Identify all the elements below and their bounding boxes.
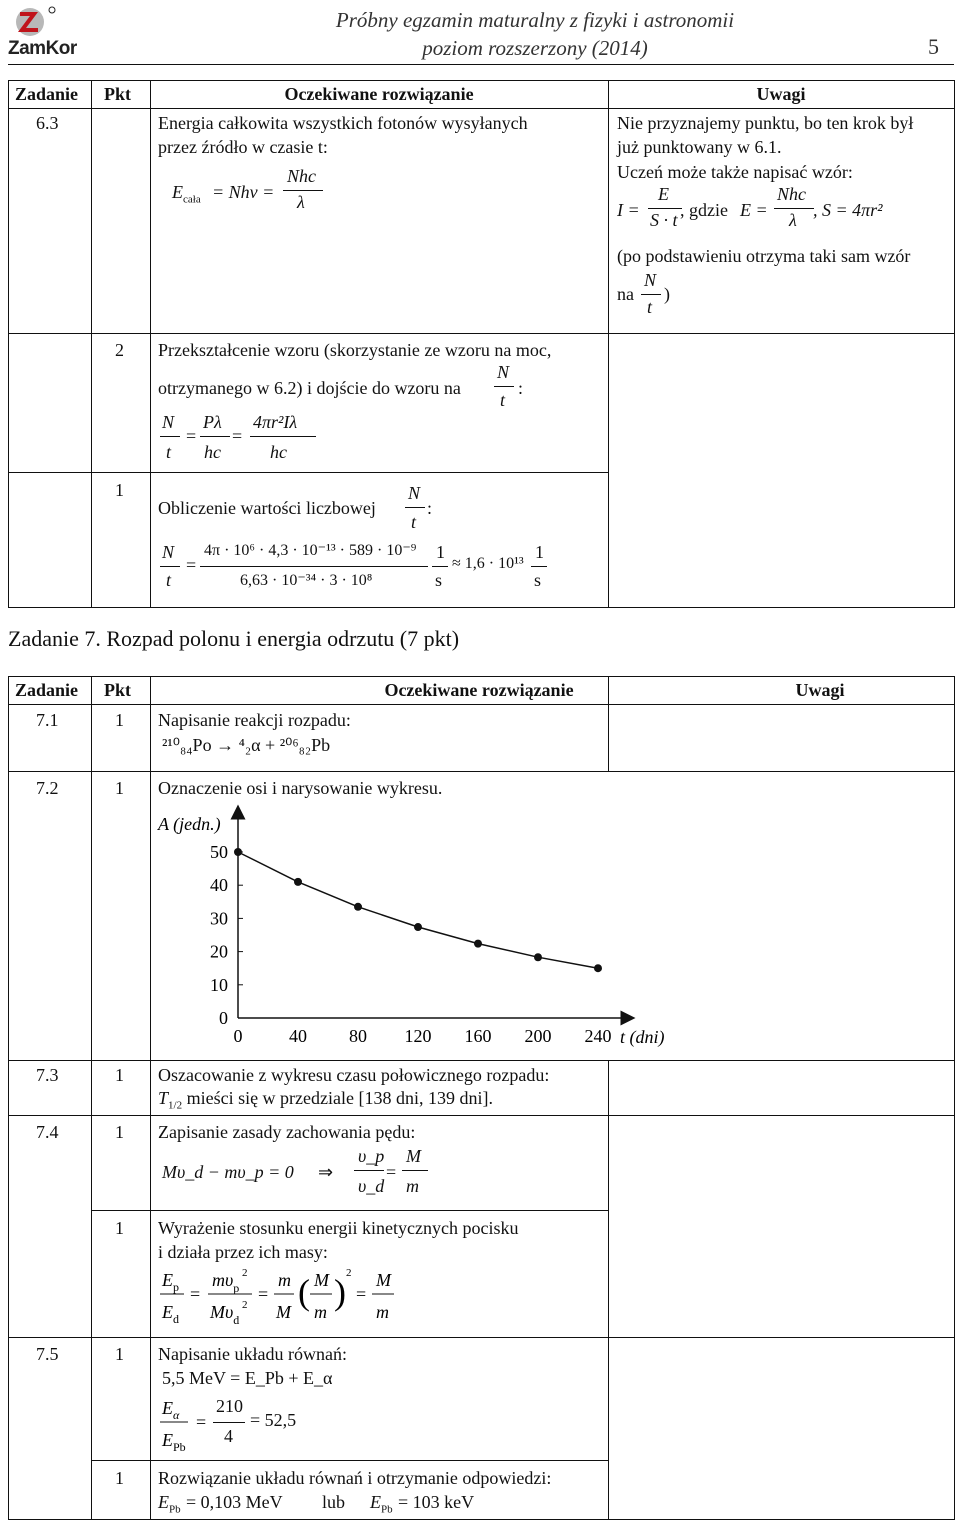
t1-left [8, 80, 9, 608]
chart-y-tick-label: 50 [210, 842, 228, 862]
page-number: 5 [928, 34, 939, 59]
t1-r1-uwagi3: Uczeń może także napisać wzór: [617, 162, 853, 182]
t2-r74-zadanie: 7.4 [36, 1122, 59, 1142]
chart-xlabel: t (dni) [620, 1027, 665, 1047]
svg-text:Eα: $E_\alpha$ [162, 1398, 180, 1422]
t2-r75b-text: Rozwiązanie układu równań i otrzymanie odpowiedzi: [158, 1468, 552, 1488]
svg-text:Mυd: $M\upsilon_d$ [210, 1302, 240, 1327]
t1-header-rozwiazanie: Oczekiwane rozwiązanie [284, 84, 474, 104]
svg-text:2: 2 [346, 1267, 352, 1279]
t1-r3-text1-num: N [408, 483, 421, 503]
svg-text:): ) [334, 1272, 346, 1312]
t2-r74-f2-bar [354, 1170, 384, 1171]
t1-r3-f-den: 6,63 · 10⁻³⁴ · 3 · 10⁸ [240, 572, 373, 589]
t1-r2-f-eq1: = [186, 426, 197, 446]
t1-row2-bottom [8, 472, 608, 473]
svg-text:m: m [278, 1270, 291, 1290]
t2-col1 [91, 676, 92, 1520]
t1-r1-uwagi-den2: λ [789, 210, 797, 230]
t2-r73-pkt: 1 [115, 1065, 124, 1085]
t2-r74b-pkt: 1 [115, 1218, 124, 1238]
t1-r1-uwagi-E: E = [740, 200, 768, 220]
t1-r1-uwagi-den1: S · t [650, 210, 678, 230]
t2-r74b-text1: Wyrażenie stosunku energii kinetycznych pocisku [158, 1218, 519, 1238]
t2-r74-arrow: ⇒ [318, 1162, 334, 1182]
t1-header-uwagi: Uwagi [756, 84, 806, 104]
svg-text:=: = [356, 1284, 367, 1304]
chart-ylabel: A (jedn.) [158, 814, 221, 834]
t1-r2-f-bar2 [200, 436, 230, 437]
t1-r3-f-num: 4π · 10⁶ · 4,3 · 10⁻¹³ · 589 · 10⁻⁹ [204, 542, 417, 559]
t2-r73-text2: $T_{1/2}$ mieści się w przedziale [138 dni, 139 dni]. [158, 1088, 493, 1112]
t1-r1-uwagi-bar2 [774, 208, 814, 209]
t1-r2-f-num1: N [162, 412, 175, 432]
t1-r3-f-bar [200, 566, 428, 567]
t2-r75a-bottom [91, 1460, 608, 1461]
t2-r74-pkt: 1 [115, 1122, 124, 1142]
t1-r1-uwagi-bar1 [648, 208, 682, 209]
t2-r72-text: Oznaczenie osi i narysowanie wykresu. [158, 778, 443, 798]
t2-r71-pkt: 1 [115, 710, 124, 730]
t1-r1-formula-num: Nhc [287, 166, 316, 186]
zamkor-logo [8, 4, 78, 62]
t1-r1-zadanie: 6.3 [36, 113, 59, 133]
chart-y-tick-label: 0 [219, 1008, 228, 1028]
t2-r75-zadanie: 7.5 [36, 1344, 59, 1364]
t1-col1 [91, 80, 92, 608]
svg-text:2: 2 [242, 1299, 248, 1311]
t1-r2-f-eq2: = [232, 426, 243, 446]
t2-r75b-pkt: 1 [115, 1468, 124, 1488]
chart-x-tick-label: 240 [584, 1026, 612, 1046]
svg-text:(: ( [298, 1272, 310, 1312]
t1-r3-text1-den: t [411, 512, 417, 532]
chart-x-tick-label: 80 [349, 1026, 367, 1046]
t2-r75-pkt: 1 [115, 1344, 124, 1364]
t2-r75-eq2-eq: = 52,5 [250, 1410, 297, 1430]
t2-r75b-E1: $E_{Pb}$ [158, 1492, 181, 1516]
t1-r1-uwagi5-den: t [647, 297, 653, 317]
t1-r3-f-unit2-num: 1 [535, 542, 544, 562]
t1-r1-formula-rhs: = Nhν = [212, 182, 275, 202]
svg-text:=: = [190, 1284, 201, 1304]
t1-r3-f-unit2-bar [531, 566, 547, 567]
t2-r74-f2-num: υ_p [358, 1146, 385, 1166]
t1-r1-uwagi-S: , S = 4πr² [813, 200, 883, 220]
t1-r3-text1-end: : [427, 498, 433, 518]
t2-r75-eq2-bar2 [213, 1422, 245, 1423]
t2-r72-pkt: 1 [115, 778, 124, 798]
t2-right [954, 676, 955, 1520]
t1-r3-text1-bar [405, 507, 425, 508]
t2-r74-f2-num2: M [406, 1146, 421, 1166]
svg-text:mυp: $m\upsilon_p$ [212, 1270, 240, 1295]
t1-r1-text2: przez źródło w czasie t: [158, 137, 328, 157]
chart-data-point [294, 878, 302, 886]
t2-r75b-answer-b: = 103 keV [398, 1492, 475, 1512]
t1-r1-uwagi2: już punktowany w 6.1. [617, 137, 782, 157]
logo-text: ZamKor [8, 38, 77, 59]
t2-left [8, 676, 9, 1520]
t2-header-pkt: Pkt [104, 680, 131, 700]
chart-y-tick-label: 30 [210, 908, 228, 929]
chart-data-point [534, 953, 542, 961]
chart-data-point [354, 903, 362, 911]
svg-text:M: M [314, 1270, 329, 1290]
svg-text:2: 2 [242, 1267, 248, 1279]
t1-header-zadanie: Zadanie [15, 84, 79, 104]
t2-r74-f2-den2: m [406, 1176, 419, 1196]
t2-r74-f2-den: υ_d [358, 1176, 385, 1196]
t1-r1-text1: Energia całkowita wszystkich fotonów wysyłanych [158, 113, 528, 133]
t1-r1-uwagi-I: I = [617, 200, 640, 220]
t2-r75-eq1: 5,5 MeV = E_Pb + E_α [162, 1368, 333, 1388]
t2-r74b-text2: i działa przez ich masy: [158, 1242, 328, 1262]
svg-text:M: M [376, 1270, 391, 1290]
t1-header-pkt: Pkt [104, 84, 131, 104]
section7-title: Zadanie 7. Rozpad polonu i energia odrzutu (7 pkt) [8, 626, 460, 651]
t1-r1-uwagi5-na: na [617, 284, 634, 304]
t1-col2 [150, 80, 151, 608]
t1-r2-text2-bar [494, 386, 514, 387]
chart-x-tick-label: 0 [233, 1026, 243, 1046]
t1-r2-f-num2: Pλ [203, 412, 222, 432]
t1-r1-uwagi-num2: Nhc [777, 184, 806, 204]
t1-r3-f-lhs-num: N [162, 542, 175, 562]
t2-r74-f2-bar2 [402, 1170, 428, 1171]
t2-r74a-bottom [91, 1210, 608, 1211]
decay-chart [150, 800, 690, 1060]
chart-decay-curve [238, 852, 598, 968]
t2-r73-text1: Oszacowanie z wykresu czasu połowicznego rozpadu: [158, 1065, 550, 1085]
t1-r2-f-num3: 4πr²Iλ [253, 412, 298, 432]
t1-r1-uwagi-num1: E [658, 184, 669, 204]
t1-right [954, 80, 955, 608]
t1-r1-formula-E: $E_{cała}$ [172, 182, 201, 206]
t1-r2-f-den1: t [166, 442, 172, 462]
t2-r75-eq2-den2: 4 [224, 1426, 233, 1446]
svg-text:=: = [258, 1284, 269, 1304]
t1-r3-f-unit-den: s [435, 570, 443, 590]
header-rule [8, 64, 954, 65]
t2-r74-f2-eq: = [386, 1162, 397, 1182]
t1-r1-uwagi-gdzie: , gdzie [680, 200, 728, 220]
chart-y-tick-label: 40 [210, 875, 228, 896]
t1-r3-f-lhs-den: t [166, 570, 172, 590]
t2-header-zadanie: Zadanie [15, 680, 79, 700]
chart-data-point [474, 940, 482, 948]
t1-r3-f-unit2-den: s [534, 570, 542, 590]
svg-text:Ep: $E_p$ [162, 1270, 179, 1294]
chart-x-tick-label: 160 [464, 1026, 492, 1046]
t1-r2-text2-den: t [500, 390, 506, 410]
t1-r2-f-bar1 [160, 436, 180, 437]
svg-text:Ed: $E_d$ [162, 1302, 179, 1326]
svg-text:=: = [196, 1412, 207, 1432]
t2-r75b-E2: $E_{Pb}$ [370, 1492, 393, 1516]
chart-data-point [414, 923, 422, 931]
t1-r2-f-bar3 [250, 436, 316, 437]
t1-r2-pkt: 2 [115, 340, 124, 360]
t1-r1-formula-den: λ [297, 192, 305, 212]
t2-r74-text: Zapisanie zasady zachowania pędu: [158, 1122, 416, 1142]
svg-text:EPb: $E_{Pb}$ [162, 1430, 186, 1454]
t1-r2-text1: Przekształcenie wzoru (skorzystanie ze wzoru na moc, [158, 340, 552, 360]
t1-r3-f-unit-bar [432, 566, 448, 567]
t2-r75-eq2-num2: 210 [216, 1396, 243, 1416]
chart-data-point [594, 964, 602, 972]
t1-r3-f-eq: = [186, 555, 197, 575]
t1-r1-fracbar [283, 190, 323, 191]
chart-y-tick-label: 10 [210, 974, 228, 995]
t1-r1-uwagi5-bar [641, 294, 661, 295]
t1-r2-text2-num: N [497, 362, 510, 382]
t1-r1-uwagi1: Nie przyznajemy punktu, bo ten krok był [617, 113, 914, 133]
t1-r3-text1: Obliczenie wartości liczbowej [158, 498, 376, 518]
svg-text:m: m [376, 1302, 389, 1322]
t1-r1-uwagi5-num: N [644, 270, 657, 290]
t2-r74b-formula [158, 1262, 418, 1330]
t2-r75-text: Napisanie układu równań: [158, 1344, 347, 1364]
chart-x-tick-label: 200 [524, 1026, 552, 1046]
t1-r1-uwagi4: (po podstawieniu otrzyma taki sam wzór [617, 246, 911, 266]
t1-r2-text2: otrzymanego w 6.2) i dojście do wzoru na [158, 378, 461, 398]
t1-r1-uwagi5-close: ) [664, 284, 670, 304]
chart-y-tick-label: 20 [210, 941, 228, 962]
chart-x-tick-label: 40 [289, 1026, 307, 1046]
t2-r71-reaction: ²¹⁰₈₄Po → ⁴₂α + ²⁰⁶₈₂Pb [162, 735, 331, 755]
t2-r75b-answer-a: = 0,103 MeV [186, 1492, 283, 1512]
t2-r74-f1: Mυ_d − mυ_p = 0 [162, 1162, 294, 1182]
t2-r73-zadanie: 7.3 [36, 1065, 59, 1085]
t1-r2-f-den3: hc [270, 442, 287, 462]
t2-header-rozwiazanie: Oczekiwane rozwiązanie [384, 680, 574, 700]
t1-r2-f-den2: hc [204, 442, 221, 462]
t1-r3-f-lhs-bar [160, 566, 180, 567]
t2-r71-zadanie: 7.1 [36, 710, 59, 730]
t2-col3b [608, 1060, 609, 1520]
chart-x-tick-label: 120 [404, 1026, 432, 1046]
header-title-line2: poziom rozszerzony (2014) [422, 36, 648, 60]
t1-r3-f-unit-num: 1 [436, 542, 445, 562]
t2-header-uwagi: Uwagi [795, 680, 845, 700]
t1-r3-pkt: 1 [115, 480, 124, 500]
t2-r75b-lub: lub [322, 1492, 346, 1512]
header-title-line1: Próbny egzamin maturalny z fizyki i astronomii [335, 8, 735, 32]
t1-col3 [608, 80, 609, 608]
t1-r2-text2-end: : [518, 378, 524, 398]
svg-text:m: m [314, 1302, 327, 1322]
svg-text:M: M [276, 1302, 291, 1322]
t2-r72-zadanie: 7.2 [36, 778, 59, 798]
t1-r3-f-approx: ≈ 1,6 · 10¹³ [452, 555, 524, 572]
t2-r71-text: Napisanie reakcji rozpadu: [158, 710, 351, 730]
